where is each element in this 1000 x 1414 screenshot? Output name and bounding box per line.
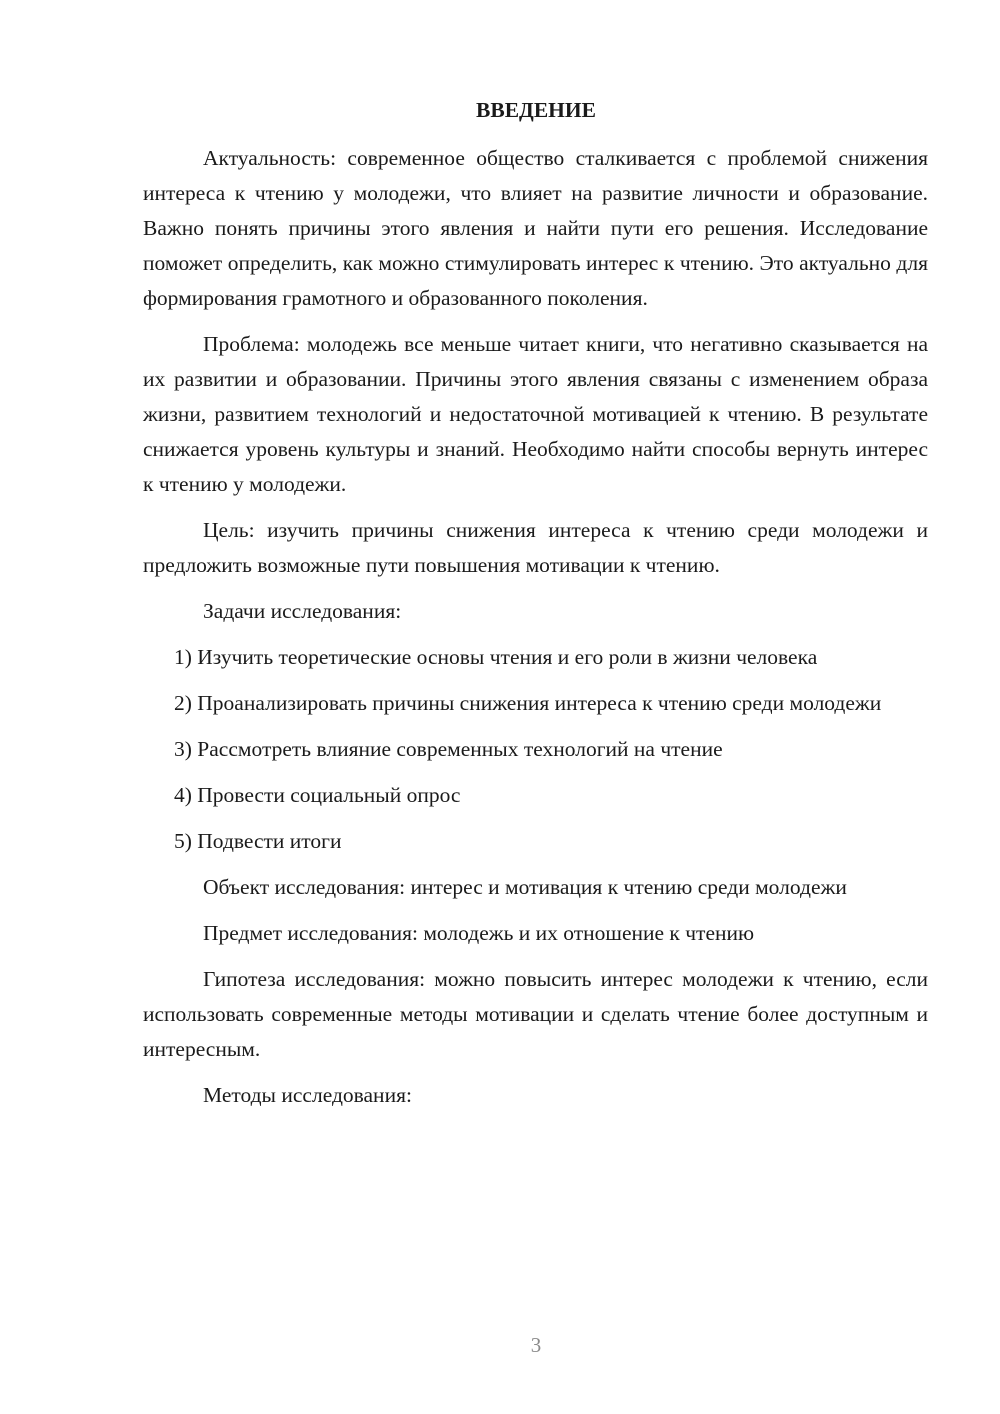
paragraph-goal: Цель: изучить причины снижения интереса к чтению среди молодежи и предложить возможные пути повышения мотивации к чтению. bbox=[143, 518, 928, 577]
task-item-2: 2) Проанализировать причины снижения интереса к чтению среди молодежи bbox=[174, 691, 882, 715]
paragraph-problem: Проблема: молодежь все меньше читает книги, что негативно сказывается на их развитии и образовании. Причины этого явления связаны с изменением образа жизни, развитием технологий и недостаточной мотивацией к чтению. В результате снижается уровень культуры и знаний. Необходимо найти способы вернуть интерес к чтению у молодежи. bbox=[143, 332, 928, 496]
paragraph-methods: Методы исследования: bbox=[203, 1083, 412, 1107]
task-item-5: 5) Подвести итоги bbox=[174, 829, 342, 853]
paragraph-relevance: Актуальность: современное общество сталкивается с проблемой снижения интереса к чтению у молодежи, что влияет на развитие личности и образование. Важно понять причины этого явления и найти пути его решения. Исследование поможет определить, как можно стимулировать интерес к чтению. Это актуально для формирования грамотного и образованного поколения. bbox=[143, 146, 928, 310]
section-heading: ВВЕДЕНИЕ bbox=[476, 98, 596, 122]
task-item-4: 4) Провести социальный опрос bbox=[174, 783, 461, 807]
paragraph-object: Объект исследования: интерес и мотивация к чтению среди молодежи bbox=[203, 875, 847, 899]
paragraph-hypothesis: Гипотеза исследования: можно повысить интерес молодежи к чтению, если использовать современные методы мотивации и сделать чтение более доступным и интересным. bbox=[143, 967, 928, 1061]
task-item-3: 3) Рассмотреть влияние современных технологий на чтение bbox=[174, 737, 723, 761]
task-item-1: 1) Изучить теоретические основы чтения и его роли в жизни человека bbox=[174, 645, 818, 669]
document-body bbox=[143, 141, 928, 1113]
paragraph-subject: Предмет исследования: молодежь и их отношение к чтению bbox=[203, 921, 755, 945]
page-number: 3 bbox=[530, 1333, 542, 1357]
paragraph-tasks-title: Задачи исследования: bbox=[203, 599, 402, 623]
